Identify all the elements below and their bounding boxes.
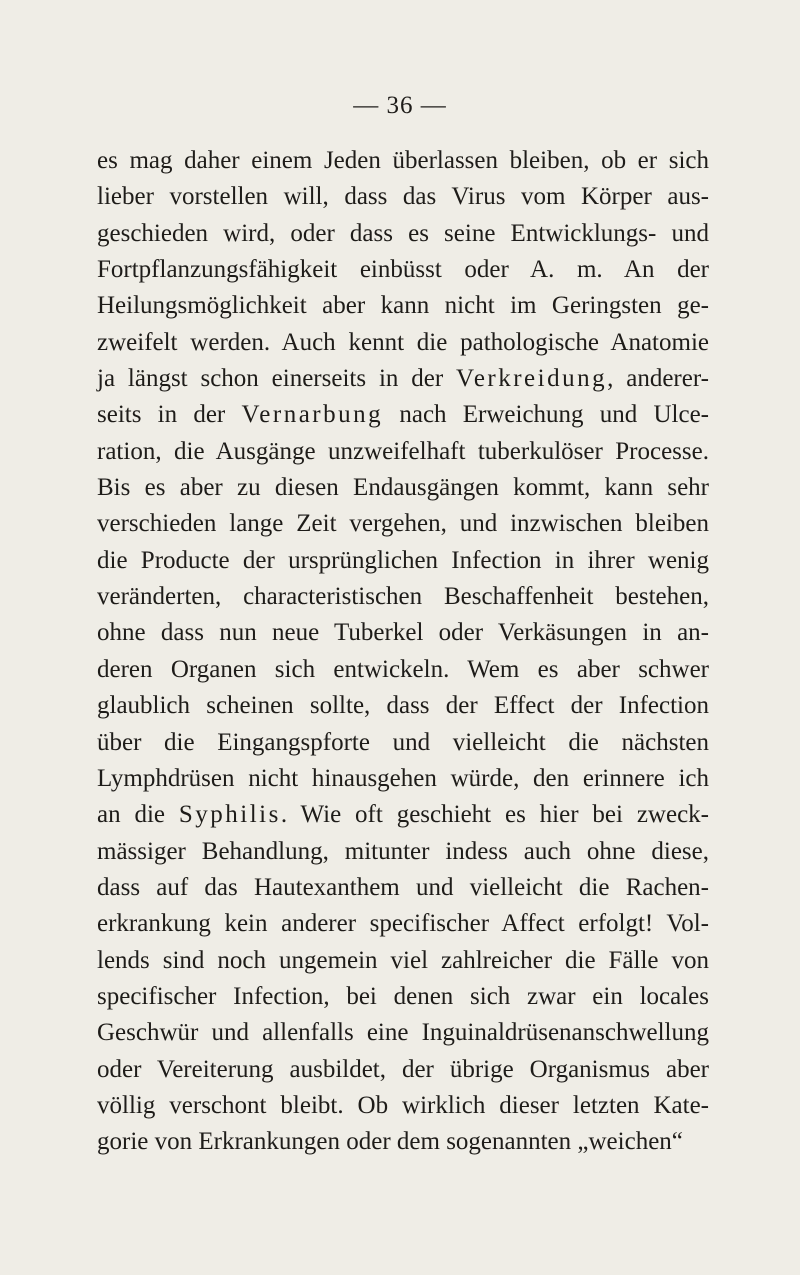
text-line	[97, 288, 709, 324]
text-line	[97, 470, 709, 506]
text-segment: geschieden wird, oder dass es seine Entwicklungs- und	[97, 219, 709, 247]
text-segment: Bis es aber zu diesen Endausgängen kommt, kann sehr	[97, 474, 709, 502]
text-segment: Fortpflanzungsfähigkeit einbüsst oder A. m. An der	[97, 256, 709, 284]
text-segment: es mag daher einem Jeden überlassen bleiben, ob er sich	[97, 147, 709, 174]
text-line	[97, 361, 709, 397]
text-line	[97, 1088, 709, 1124]
text-segment: specifischer Infection, bei denen sich zwar ein locales	[97, 982, 709, 1010]
text-segment: zweifelt werden. Auch kennt die pathologische Anatomie	[97, 328, 709, 356]
text-line	[97, 906, 709, 942]
text-segment: seits in der	[97, 401, 242, 429]
text-line	[97, 725, 709, 761]
text-segment: die Producte der ursprünglichen Infection in ihrer wenig	[97, 546, 709, 574]
page-number: — 36 —	[353, 92, 447, 119]
text-line	[97, 652, 709, 688]
text-line	[97, 943, 709, 979]
text-segment: oder Vereiterung ausbildet, der übrige Organismus aber	[97, 1055, 709, 1083]
text-line	[97, 579, 709, 615]
text-segment: . Wie oft geschieht es hier bei zweck-	[280, 801, 709, 829]
emphasized-term: Syphilis	[178, 801, 281, 829]
text-line	[97, 216, 709, 252]
text-line	[97, 834, 709, 870]
text-line	[97, 397, 709, 433]
text-segment: lieber vorstellen will, dass das Virus vom Körper aus-	[97, 183, 709, 211]
text-line	[97, 179, 709, 215]
text-segment: völlig verschont bleibt. Ob wirklich dieser letzten Kate-	[97, 1091, 709, 1119]
text-segment: an die	[97, 801, 179, 829]
text-segment: veränderten, characteristischen Beschaffenheit bestehen,	[97, 583, 709, 611]
text-segment: Lymphdrüsen nicht hinausgehen würde, den erinnere ich	[97, 764, 709, 792]
text-line	[97, 1124, 709, 1160]
body-text	[97, 143, 709, 1161]
text-line	[97, 434, 709, 470]
text-segment: glaublich scheinen sollte, dass der Effect der Infection	[97, 692, 709, 720]
text-line	[97, 506, 709, 542]
text-line	[97, 797, 709, 833]
text-segment: Heilungsmöglichkeit aber kann nicht im Geringsten ge-	[97, 292, 709, 320]
text-segment: nach Erweichung und Ulce-	[383, 401, 709, 429]
text-line	[97, 143, 709, 179]
text-line	[97, 979, 709, 1015]
text-segment: deren Organen sich entwickeln. Wem es aber schwer	[97, 655, 709, 683]
text-line	[97, 1052, 709, 1088]
emphasized-term: Verkreidung	[456, 365, 608, 393]
text-segment: gorie von Erkrankungen oder dem sogenannten „weichen“	[97, 1128, 683, 1156]
emphasized-term: Vernarbung	[241, 401, 384, 429]
text-segment: mässiger Behandlung, mitunter indess auch ohne diese,	[97, 837, 709, 865]
text-line	[97, 325, 709, 361]
text-segment: , anderer-	[607, 365, 709, 393]
text-line	[97, 543, 709, 579]
text-segment: ration, die Ausgänge unzweifelhaft tuberkulöser Processe.	[97, 437, 709, 465]
text-line	[97, 1015, 709, 1051]
text-line	[97, 615, 709, 651]
text-segment: erkrankung kein anderer specifischer Affect erfolgt! Vol-	[97, 910, 709, 938]
text-line	[97, 761, 709, 797]
text-segment: verschieden lange Zeit vergehen, und inzwischen bleiben	[97, 510, 709, 538]
text-segment: Geschwür und allenfalls eine Inguinaldrüsenanschwellung	[97, 1019, 709, 1047]
text-segment: ohne dass nun neue Tuberkel oder Verkäsungen in an-	[97, 619, 709, 647]
text-line	[97, 252, 709, 288]
text-line	[97, 688, 709, 724]
text-segment: ja längst schon einerseits in der	[97, 365, 457, 393]
text-line	[97, 870, 709, 906]
text-segment: über die Eingangspforte und vielleicht die nächsten	[97, 728, 709, 756]
text-segment: dass auf das Hautexanthem und vielleicht die Rachen-	[97, 873, 709, 901]
text-segment: lends sind noch ungemein viel zahlreicher die Fälle von	[97, 946, 709, 974]
